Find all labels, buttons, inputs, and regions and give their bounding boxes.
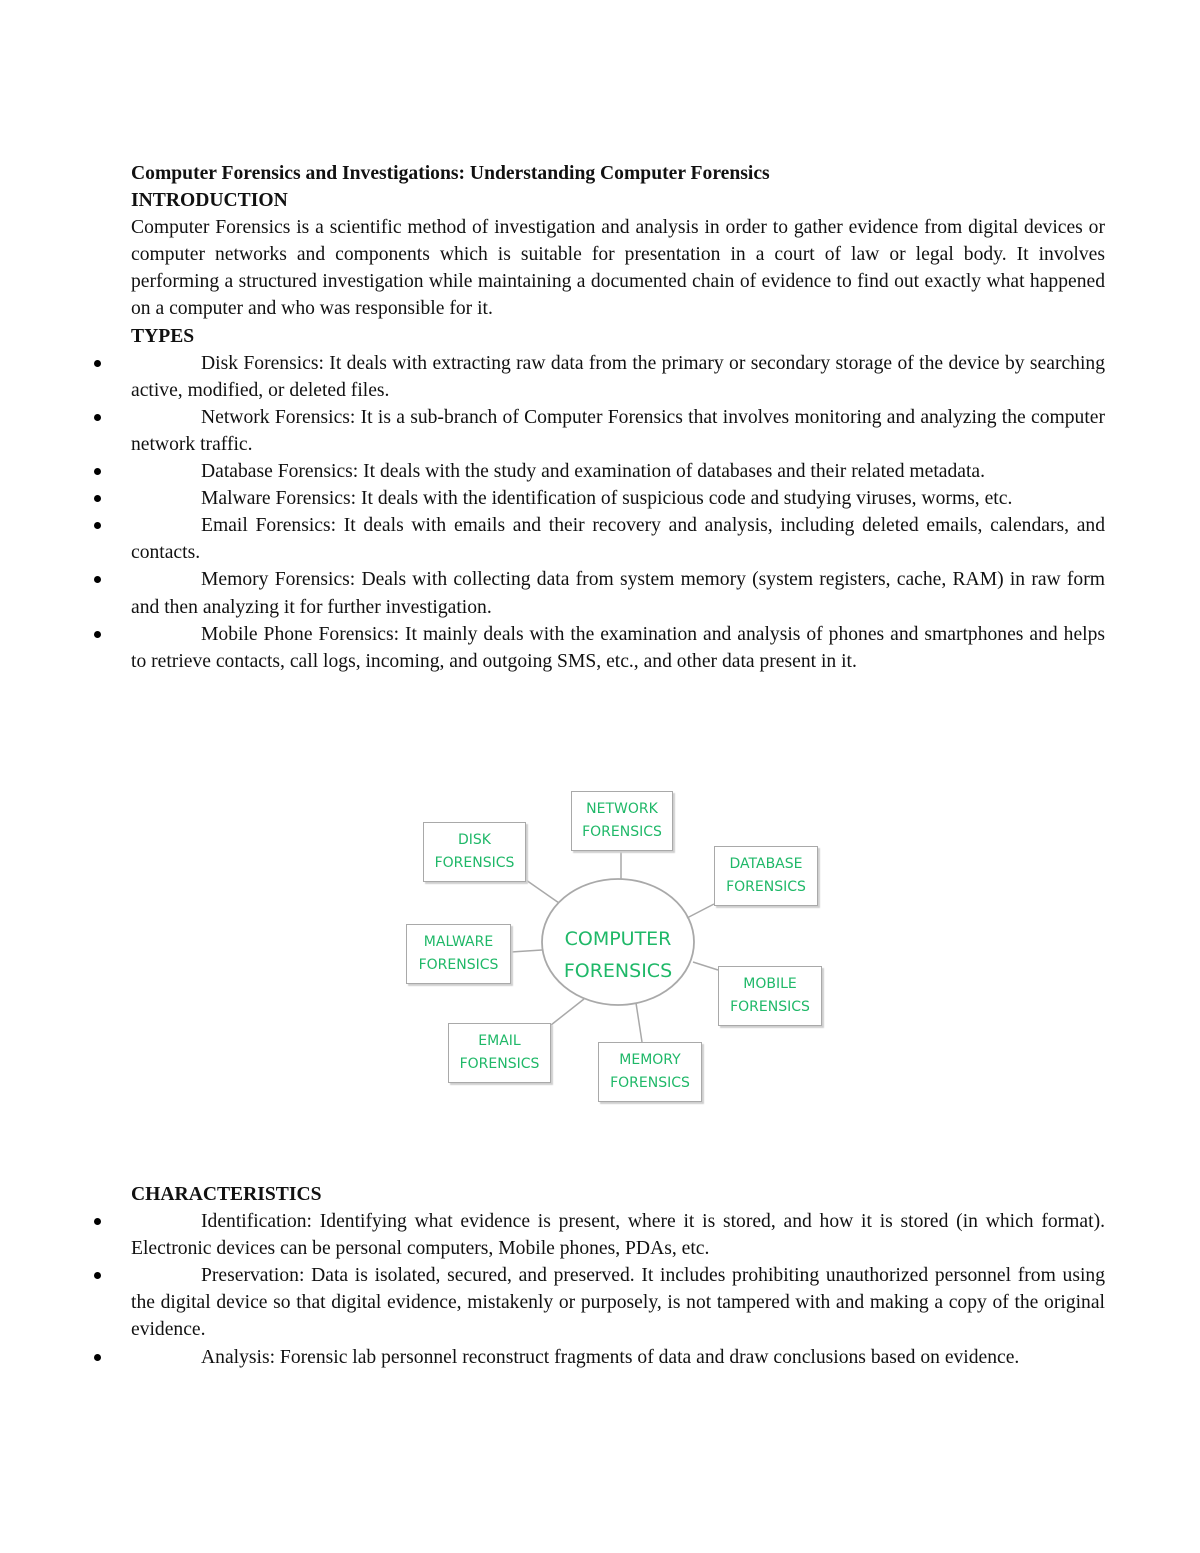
introduction-paragraph: Computer Forensics is a scientific method of investigation and analysis in order to gather evidence from digital devices or computer networks and components which is suitable for presentation in a court of law or legal body. It involves performing a structured investigation while maintaining a documented chain of evidence to find out exactly what happened on a computer and who was responsible for it. [131,217,1105,320]
connector-memory [636,1003,642,1042]
types-item-memory [131,566,1105,620]
list-item-text: Network Forensics: It is a sub-branch of Computer Forensics that involves monitoring and analyzing the computer network traffic. [131,406,1105,455]
types-heading: TYPES [131,325,195,347]
bullet-icon [94,495,101,502]
bullet-icon [94,1354,101,1361]
introduction-heading: INTRODUCTION [131,190,288,212]
bullet-icon [94,631,101,638]
bullet-icon [94,468,101,475]
list-item-text: Memory Forensics: Deals with collecting data from system memory (system registers, cache, RAM) in raw form and then analyzing it for further investigation. [131,569,1105,618]
list-item-text: Malware Forensics: It deals with the identification of suspicious code and studying viruses, worms, etc. [201,488,1013,510]
bullet-icon [94,414,101,421]
node-email: EMAIL FORENSICS [448,1023,551,1083]
characteristics-heading: CHARACTERISTICS [131,1184,322,1205]
bullet-icon [94,1272,101,1279]
list-item-text: Preservation: Data is isolated, secured, and preserved. It includes prohibiting unauthorized personnel from using the digital device so that digital evidence, mistakenly or purposely, is not tampered with and making a copy of the original evidence. [131,1265,1105,1341]
connector-mobile [693,962,718,970]
bullet-icon [94,522,101,529]
characteristics-section [131,1181,1105,1371]
types-item-malware [131,485,1105,512]
list-item-text: Disk Forensics: It deals with extracting raw data from the primary or secondary storage of the device by searching active, modified, or deleted files. [131,352,1105,401]
types-item-network [131,404,1105,458]
characteristics-item-preservation [131,1262,1105,1343]
types-item-mobile [131,621,1105,675]
types-item-email [131,512,1105,566]
bullet-icon [94,360,101,367]
node-mobile: MOBILE FORENSICS [718,966,822,1026]
document-title: Computer Forensics and Investigations: Understanding Computer Forensics [131,163,770,184]
list-item-text: Database Forensics: It deals with the study and examination of databases and their related metadata. [201,461,986,483]
main-content [131,160,1105,675]
node-malware: MALWARE FORENSICS [406,924,511,984]
bullet-icon [94,576,101,583]
node-memory: MEMORY FORENSICS [598,1042,702,1102]
list-item-text: Identification: Identifying what evidence is present, where it is stored, and how it is stored (in which format). Electronic devices can be personal computers, Mobile phones, PDAs, etc. [131,1211,1105,1260]
connector-malware [511,950,542,952]
list-item-text: Analysis: Forensic lab personnel reconstruct fragments of data and draw conclusions based on evidence. [201,1346,1020,1368]
characteristics-list [131,1208,1105,1371]
list-item-text: Mobile Phone Forensics: It mainly deals with the examination and analysis of phones and smartphones and helps to retrieve contacts, call logs, incoming, and outgoing SMS, etc., and other data present in it. [131,623,1105,672]
characteristics-item-analysis [131,1344,1105,1371]
characteristics-item-identification [131,1208,1105,1262]
node-disk: DISK FORENSICS [423,822,526,882]
bullet-icon [94,1218,101,1225]
types-item-disk [131,350,1105,404]
center-node-label: COMPUTER FORENSICS [563,928,673,982]
forensics-types-diagram [400,785,830,1110]
node-network: NETWORK FORENSICS [571,791,673,851]
node-database: DATABASE FORENSICS [714,846,818,906]
list-item-text: Email Forensics: It deals with emails and their recovery and analysis, including deleted emails, calendars, and contacts. [131,515,1105,564]
types-list [131,350,1105,675]
types-item-database [131,458,1105,485]
connector-disk [526,880,559,903]
